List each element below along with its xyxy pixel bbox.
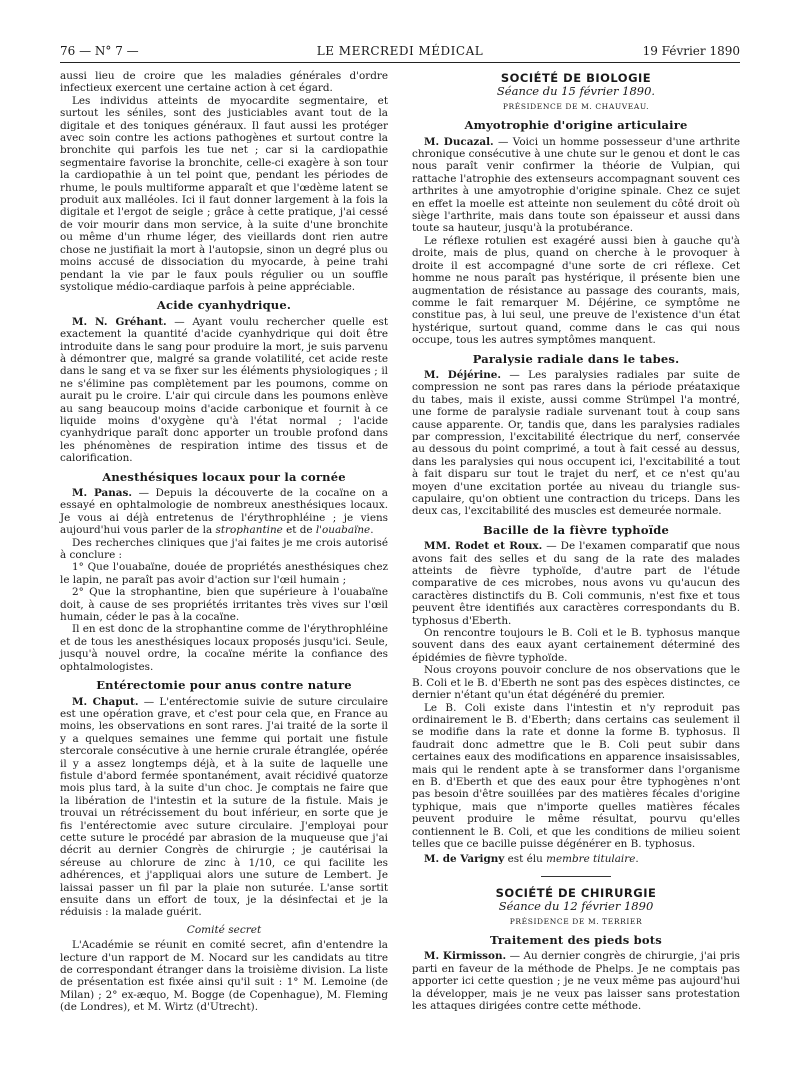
emphasis: membre titulaire — [546, 853, 636, 866]
paragraph: Le B. Coli existe dans l'intestin et n'y reproduit pas ordinairement le B. d'Eberth; dans certains cas seulement il se modifie dans la rate et donne la forme B. typhosus. Il faudrait donc admettre que le B. Coli peut subir dans certaines eaux des modifications en apparence insaisissables, mais qui le rendent apte à se transformer dans l'organisme en B. d'Eberth et que des eaux pour être typhogènes n'ont pas besoin d'être souillées par des matières fécales d'origine typhique, mais que n'importe quelles matières fécales peuvent produire le même résultat, pourvu qu'elles contiennent le B. Coli, et que les conditions de milieu soient telles que ce bacille puisse dégénérer en B. typhosus. — [412, 701, 740, 850]
paragraph-text: — Ayant voulu rechercher quelle est exactement la quantité d'acide cyanhydrique qui doit être introduite dans le sang pour produire la mort, je suis parvenu à démontrer que, malgré sa grande volatilité, cet acide reste dans le sang et va se fixer sur les éléments physiologiques ; il ne s'élimine pas complètement par les poumons, comme on aurait pu le croire. L'air qui circule dans les poumons enlève au sang beaucoup moins d'acide carbonique et fournit à ce liquide moins d'oxygène qu'à l'état normal ; l'acide cyanhydrique paraît donc apporter un trouble profond dans les phénomènes de respiration intime des tissus et de calorification. — [60, 315, 388, 465]
paragraph: Les individus atteints de myocardite segmentaire, et surtout les séniles, sont des justiciables avant tout de la digitale et des toniques généraux. Il faut aussi les protéger avec soin contre les actions pathogènes et surtout contre la bronchite qui parfois les tue net ; car si la cardiopathie segmentaire favorise la bronchite, celle-ci exagère à son tour la cardiopathie à un tel point que, pendant les périodes de rhume, le pouls multiforme apparaît et que l'œdème latent se produit aux malléoles. Ici il faut donner largement à la fois la digitale et l'ergot de seigle ; grâce à cette pratique, j'ai cessé de voir mourir dans mon service, à la suite d'une bronchite ou même d'un rhume léger, des vieillards dont rien autre chose ne justifiait la mort à l'autopsie, sinon un degré plus ou moins accusé de dissociation du myocarde, à peine trahi pendant la vie par le faux pouls régulier ou un souffle systolique médio-cardiaque parfois à peine appréciable. — [60, 94, 388, 293]
left-column — [60, 70, 388, 1014]
section-title: Traitement des pieds bots — [490, 933, 662, 947]
paragraph-text: — Voici un homme possesseur d'une arthrite chronique consécutive à une chute sur le genou et dont le cas nous paraît venir confirmer la théorie de Vulpian, qui rattache l'atrophie des extenseurs accompagnant souvent ces arthrites à une amyotrophie d'origine spinale. Chez ce sujet en effet la moelle est atteinte non seulement du côté droit où siège l'arthrite, mais dans toute son épaisseur et aussi dans toute sa hauteur, jusqu'à la protubérance. — [412, 135, 740, 235]
paragraph-text: . — [635, 853, 639, 866]
paragraph: 2° Que la strophantine, bien que supérieure à l'ouabaïne doit, à cause de ses propriétés irritantes très vives sur l'œil humain, céder le pas à la cocaïne. — [60, 586, 388, 624]
paragraph-text: — Au dernier congrès de chirurgie, j'ai pris parti en faveur de la méthode de Phelps. Je ne comptais pas apporter ici cette question ; je ne veux même pas aujourd'hui la développer, mais je ne veux pas laisser sans protestation les attaques dirigées contre cette méthode. — [412, 950, 740, 1013]
paragraph: Nous croyons pouvoir conclure de nos observations que le B. Coli et le B. d'Eberth ne sont pas des espèces distinctes, ce dernier n'étant qu'un état dégénéré du premier. — [412, 664, 740, 702]
author-name: MM. Rodet et Roux. — [424, 540, 543, 553]
paragraph — [412, 369, 740, 518]
session-date: Séance du 15 février 1890. — [496, 84, 656, 99]
paragraph: On rencontre toujours le B. Coli et le B. typhosus manque souvent dans des eaux ayant certainement déterminé des épidémies de fièvre typhoïde. — [412, 627, 740, 664]
section-title: Paralysie radiale dans le tabes. — [472, 351, 680, 366]
paragraph — [412, 136, 740, 235]
paragraph-text: — Depuis la découverte de la cocaïne on a essayé en ophtalmologie de nombreux anesthésiques locaux. Je vous ai déjà entretenus de l'érythrophléine ; je viens aujourd'hui vous parler de la — [60, 487, 388, 537]
paragraph: Il en est donc de la strophantine comme de l'érythrophléine et de tous les anesthésiques locaux proposés jusqu'ici. Seule, jusqu'à nouvel ordre, la cocaïne mérite la confiance des ophtalmologistes. — [60, 623, 388, 673]
paragraph — [412, 853, 740, 865]
author-name: M. N. Gréhant. — [72, 315, 167, 328]
section-divider — [541, 876, 611, 877]
emphasis: l'ouabaïne — [315, 524, 371, 537]
page-number: 76 — N° 7 — — [60, 44, 139, 58]
issue-date: 19 Février 1890 — [642, 44, 740, 58]
paragraph: aussi lieu de croire que les maladies générales d'ordre infectieux exercent une certaine action à cet égard. — [60, 70, 388, 95]
paragraph — [60, 487, 388, 537]
paragraph-text: . — [370, 524, 374, 537]
section-title: Bacille de la fièvre typhoïde — [482, 522, 670, 537]
author-name: M. Déjérine. — [424, 368, 501, 381]
paragraph — [412, 950, 740, 1012]
paragraph-text: — De l'examen comparatif que nous avons fait des selles et du sang de la rate des malades atteints de fièvre typhoïde, d'autre part de l'étude comparative de ces microbes, nous avons vu qu'aucun des caractères distinctifs du B. Coli communis, n'est fixe et tous peuvent être identifiés aux caractères correspondants du B. typhosus d'Eberth. — [412, 540, 740, 627]
presidency: PRÉSIDENCE DE M. TERRIER — [509, 916, 643, 926]
section-title: Amyotrophie d'origine articulaire — [464, 118, 688, 133]
paragraph — [60, 316, 388, 465]
paragraph: L'Académie se réunit en comité secret, afin d'entendre la lecture d'un rapport de M. Nocard sur les candidats au titre de correspondant étranger dans la troisième division. La liste de présentation est fixée ainsi qu'il suit : 1° M. Lemoine (de Milan) ; 2° ex-æquo, M. Bogge (de Copenhague), M. Fleming (de Londres), et M. Wirtz (d'Utrecht). — [60, 939, 388, 1014]
journal-title: LE MERCREDI MÉDICAL — [316, 44, 484, 58]
section-title: Anesthésiques locaux pour la cornée — [102, 469, 346, 484]
section-title: Acide cyanhydrique. — [156, 298, 292, 313]
author-name: M. Kirmisson. — [424, 950, 507, 963]
paragraph: Le réflexe rotulien est exagéré aussi bien à gauche qu'à droite, mais de plus, quand on cherche à le provoquer à droite il est accompagné d'une sorte de cri réflexe. Cet homme ne nous paraît pas hystérique, il présente bien une augmentation de résistance au passage des courants, mais, comme le fait remarquer M. Déjérine, ce symptôme ne constitue pas, à lui seul, une preuve de l'existence d'un état hystérique, surtout quand, comme dans le cas qui nous occupe, tous les autres symptômes manquent. — [412, 234, 740, 347]
author-name: M. Chaput. — [72, 695, 139, 708]
society-name: SOCIÉTÉ DE CHIRURGIE — [495, 885, 657, 900]
author-name: M. Panas. — [72, 487, 133, 499]
paragraph — [412, 540, 740, 627]
session-date: Séance du 12 février 1890 — [498, 899, 654, 914]
presidency: PRÉSIDENCE DE M. CHAUVEAU. — [502, 101, 650, 111]
paragraph-text: — Les paralysies radiales par suite de compression ne sont pas rares dans la période préataxique du tabes, mais il existe, aussi comme Strümpel l'a montré, une forme de paralysie radiale survenant tout à coup sans cause apparente. Or, tandis que, dans les paralysies radiales par compression, l'excitabilité électrique du nerf, conservée au dessous du point comprimé, a tout à fait cessé au dessus, dans les paralysies qui nous occupent ici, l'excitabilité a tout à fait disparu sur tout le trajet du nerf, et ce n'est qu'au moyen d'une excitation portée au niveau du triangle sus-capulaire, qu'on obtient une contraction du triceps. Dans les deux cas, l'excitabilité des muscles est demeurée normale. — [412, 368, 740, 518]
paragraph: 1° Que l'ouabaïne, douée de propriétés anesthésiques chez le lapin, ne paraît pas avoir d'action sur l'œil humain ; — [60, 561, 388, 586]
society-name: SOCIÉTÉ DE BIOLOGIE — [500, 71, 652, 85]
section-title: Entérectomie pour anus contre nature — [96, 678, 352, 693]
subsection-title: Comité secret — [186, 923, 262, 936]
right-column — [412, 70, 740, 1012]
paragraph-text: et de — [282, 524, 316, 537]
author-name: M. de Varigny — [424, 853, 505, 866]
emphasis: strophantine — [215, 524, 283, 537]
paragraph: Des recherches cliniques que j'ai faites je me crois autorisé à conclure : — [60, 536, 388, 562]
paragraph-text: est élu — [504, 853, 547, 866]
paragraph-text: — L'entérectomie suivie de suture circulaire est une opération grave, et c'est pour cela que, en France au moins, les observations en sont rares. J'ai traité de la sorte il y a quelques semaines une femme qui portait une fistule stercorale consécutive à une hernie crurale étranglée, opérée il y a assez longtemps déjà, et à la suite de laquelle une fistule d'abord fermée spontanément, avait récidivé quatorze mois plus tard, à la suite d'un choc. Je comptais ne faire que la libération de l'intestin et la suture de la fistule. Mais je trouvai un rétrécissement du bout inférieur, en sorte que je fis l'entérectomie avec suture circulaire. J'employai pour cette suture le procédé par abrasion de la muqueuse que j'ai décrit au dernier Congrès de chirurgie ; je cautérisai la séreuse au chlorure de zinc à 1/10, ce qui facilite les adhérences, et j'appliquai alors une suture de Lembert. Je laissai passer un fil par la plaie non suturée. L'anse sortit ensuite dans un effort de toux, je la désinfectai et je la réduisis : la malade guérit. — [60, 695, 388, 919]
header-rule — [60, 62, 740, 63]
paragraph — [60, 696, 388, 919]
page-header — [60, 44, 740, 62]
author-name: M. Ducazal. — [424, 135, 494, 148]
